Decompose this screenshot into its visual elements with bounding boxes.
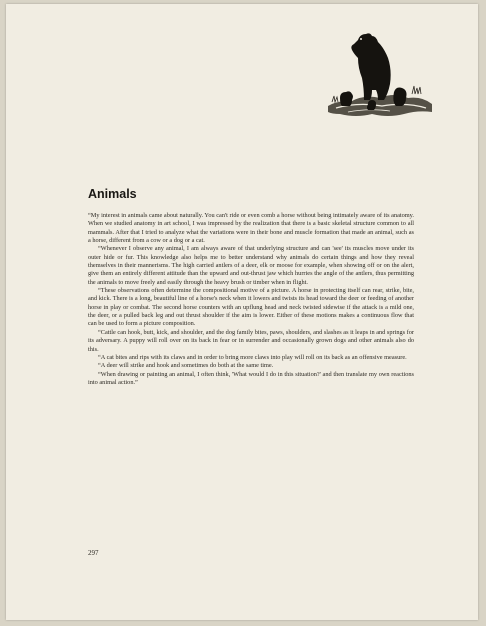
- paragraph: “My interest in animals came about naturally. You can't ride or even comb a horse without being intimately aware of its anatomy. When we studied anatomy in art school, I was impressed by the realization that there is a basic skeletal structure common to all mammals. After that I tried to analyze what the variations were in their bone and muscle formation that made an animal, such as a horse, different from a cow or a dog or a cat.: [88, 212, 414, 245]
- book-page: [6, 4, 478, 620]
- paragraph: “Whenever I observe any animal, I am always aware of that underlying structure and can 'see' its muscles move under its outer hide or fur. This knowledge also helps me to better understand why animals do certain things and how they reveal themselves in their mannerisms. The high carried antlers of a deer, elk or moose for example, when showing off or on the alert, give them an entirely different attitude than the upward and out-thrust jaw which hurries the angle of the antlers, thus permitting the animals to move freely and easily through the heavy brush or timber when in flight.: [88, 245, 414, 286]
- section-title: Animals: [88, 187, 137, 201]
- paragraph: “A cat bites and rips with its claws and in order to bring more claws into play will roll on its back as an offensive measure.: [98, 353, 407, 361]
- bear-family-illustration: [328, 28, 432, 126]
- paragraph: “These observations often determine the compositional motive of a picture. A horse in protecting itself can rear, strike, bite, and kick. There is a long, beautiful line of a horse's neck when it lowers and twists its head toward the deer or feeding of another horse in play or combat. The second horse counters with an upflung head and neck twisted sidewise if the attack is a mild one, the deer, or a pulled back leg and out thrust shoulder if the aim is lower. Either of these motions makes a continuous flow that can be used to form a picture composition.: [88, 287, 414, 328]
- paragraph: “Cattle can hook, butt, kick, and shoulder, and the dog family bites, paws, shoulders, and slashes as it leaps in and springs for its adversary. A puppy will roll over on its back in fear or in surrender and occasionally grown dogs and other animals also do this.: [88, 328, 414, 353]
- paragraph: “When drawing or painting an animal, I often think, 'What would I do in this situation?' and then translate my own reactions into animal action.”: [88, 370, 414, 386]
- paragraph: “A deer will strike and hook and sometimes do both at the same time.: [98, 362, 274, 370]
- body-text: [88, 212, 414, 387]
- page-number: 297: [88, 549, 99, 557]
